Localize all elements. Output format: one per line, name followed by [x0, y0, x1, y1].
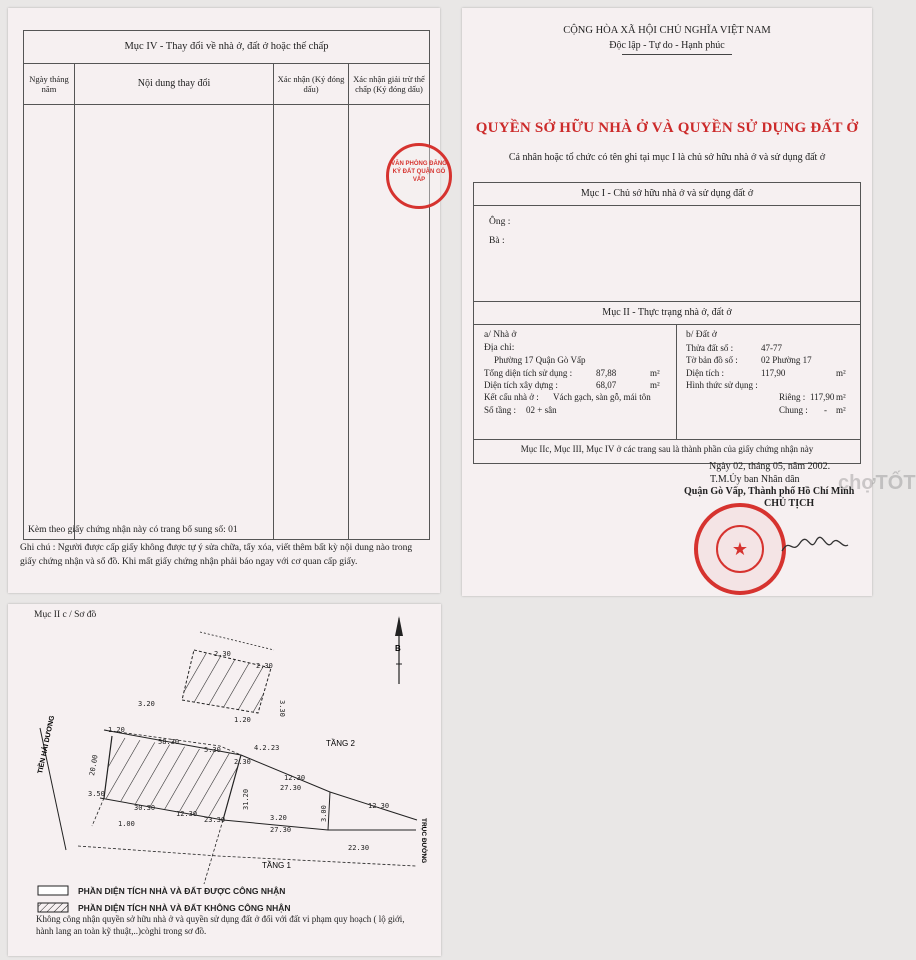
legend-swatch-recognized: [38, 886, 68, 895]
floor2-label: TẦNG 2: [326, 739, 355, 748]
dim-label: 1.20: [234, 716, 251, 724]
address-label: Địa chỉ:: [484, 343, 515, 353]
section1-title: Mục I - Chủ sở hữu nhà ở và sử dụng đất ở: [474, 183, 860, 206]
dim-label: 4.2.23: [254, 744, 280, 752]
dim-label: 27.30: [280, 784, 302, 792]
dim-label: 5.30: [204, 746, 221, 754]
page-muc-iv: [8, 8, 447, 593]
unit: m²: [836, 392, 846, 402]
col-confirm-header: Xác nhận (Ký đóng dấu): [274, 64, 348, 105]
attachment-note: Kèm theo giấy chứng nhận này có trang bổ sung số: 01: [28, 525, 238, 535]
seal-inner-ring: [716, 525, 764, 573]
unit: m²: [650, 368, 660, 378]
unit: m²: [836, 405, 846, 415]
muc-iv-title: Mục IV - Thay đổi về nhà ở, đất ở hoặc thế chấp: [24, 31, 429, 64]
floors-label: Số tầng :: [484, 405, 517, 415]
shared-label: Chung :: [779, 405, 808, 415]
stamp-text: VĂN PHÒNG ĐĂNG KÝ ĐẤT QUẬN GÒ VẤP: [391, 161, 447, 183]
col-divider: [273, 64, 274, 539]
legend-swatch-not-recognized: [38, 903, 68, 912]
unit: m²: [650, 380, 660, 390]
dim-label: 20.00: [88, 754, 100, 777]
dim-label: 12.30: [176, 810, 198, 818]
issue-date: Ngày 02, tháng 05, năm 2002.: [709, 461, 831, 472]
col-divider: [348, 64, 349, 539]
motto-underline: [622, 54, 732, 55]
nation-header: CỘNG HÒA XÃ HỘI CHỦ NGHĨA VIỆT NAM: [563, 25, 771, 36]
private-value: 117,90: [810, 392, 835, 402]
watermark: chợTỐT: [838, 472, 916, 494]
state-seal: [694, 503, 786, 595]
dim-label: 30.30: [134, 804, 156, 812]
col-date-header: Ngày tháng năm: [24, 64, 74, 105]
signer-title: CHỦ TỊCH: [764, 498, 815, 509]
floor1-label: TẦNG 1: [262, 861, 291, 870]
dim-label: 3.20: [270, 814, 287, 822]
dim-label: 3.50: [88, 790, 105, 798]
map-value: 02 Phường 17: [761, 355, 812, 365]
dim-label: 2.30: [234, 758, 251, 766]
north-label: B: [395, 644, 401, 653]
dim-label: 31.20: [242, 788, 250, 810]
legend-recognized: PHẦN DIỆN TÍCH NHÀ VÀ ĐẤT ĐƯỢC CÔNG NHẬN: [78, 886, 286, 896]
divider: [474, 439, 860, 440]
change-table: [23, 30, 430, 540]
use-label: Hình thức sử dụng :: [686, 380, 758, 390]
legend-not-recognized: PHẦN DIỆN TÍCH NHÀ VÀ ĐẤT KHÔNG CÔNG NHẬN: [78, 903, 291, 913]
build-area-label: Diện tích xây dựng :: [484, 380, 558, 390]
certificate-title: QUYỀN SỞ HỮU NHÀ Ở VÀ QUYỀN SỬ DỤNG ĐẤT Ở: [475, 120, 859, 136]
section2-title: Mục II - Thực trạng nhà ở, đất ở: [474, 302, 860, 325]
private-label: Riêng :: [779, 392, 806, 402]
structure-label: Kết cấu nhà ở :: [484, 392, 539, 402]
dim-label: 2.30: [256, 662, 273, 670]
motto: Độc lập - Tự do - Hạnh phúc: [609, 40, 725, 51]
col-release-header: Xác nhận giải trừ thế chấp (Ký đóng dấu): [349, 64, 429, 105]
page-site-plan: [8, 604, 441, 956]
floors-value: 02 + sân: [526, 405, 557, 415]
dim-label: 3.30: [278, 700, 286, 717]
upper-parcel: [182, 632, 274, 713]
dim-label: 12.30: [368, 802, 390, 810]
dim-label: 58.30: [158, 738, 180, 746]
dim-label: 23.30: [204, 816, 226, 824]
address-value: Phường 17 Quận Gò Vấp: [494, 355, 586, 365]
col-content-header: Nội dung thay đổi: [75, 64, 273, 105]
total-area-label: Tổng diện tích sử dụng :: [484, 368, 573, 378]
page-certificate-cover: [462, 8, 916, 596]
street-label-right: TRỤC ĐƯỜNG: [420, 818, 427, 864]
owner-ba-label: Bà :: [489, 236, 505, 246]
land-area-value: 117,90: [761, 368, 786, 378]
structure-value: Vách gạch, sàn gỗ, mái tôn: [553, 392, 651, 402]
info-table: [473, 182, 861, 464]
shared-value: -: [824, 405, 827, 415]
unit: m²: [836, 368, 846, 378]
house-heading: a/ Nhà ở: [484, 330, 517, 340]
col-divider: [74, 64, 75, 539]
footer-note: Mục IIc, Mục III, Mục IV ở các trang sau là thành phần của giấy chứng nhận này: [520, 444, 814, 454]
land-heading: b/ Đất ở: [686, 330, 717, 340]
certificate-subtitle: Cá nhân hoặc tổ chức có tên ghi tại mục I là chủ sở hữu nhà ở và sử dụng đất ở: [508, 152, 826, 163]
site-plan-title: Mục II c / Sơ đồ: [34, 610, 97, 620]
land-area-label: Diện tích :: [686, 368, 724, 378]
signature: [780, 533, 850, 557]
dim-label: 1.00: [118, 820, 135, 828]
site-plan-footnote: Không công nhận quyền sở hữu nhà ở và quyền sử dụng đất ở đối với đất vi phạm quy hoạch ( lộ giới, hành lang an toàn kỹ thuật,..)còghi trong sơ đồ.: [36, 914, 405, 936]
divider: [676, 325, 677, 439]
dim-label: 22.30: [348, 844, 370, 852]
plot-value: 47-77: [761, 343, 782, 353]
total-area-value: 87,88: [596, 368, 617, 378]
owner-ong-label: Ông :: [489, 217, 511, 227]
star-icon: ★: [731, 539, 749, 559]
office-stamp: [386, 143, 452, 209]
build-area-value: 68,07: [596, 380, 617, 390]
dim-label: 3.00: [320, 805, 328, 822]
plot-label: Thửa đất số :: [686, 343, 734, 353]
dim-label: 1.20: [108, 726, 125, 734]
dim-label: 2.30: [214, 650, 231, 658]
footnote: Ghi chú : Người được cấp giấy không được tự ý sửa chữa, tẩy xóa, viết thêm bất kỳ nội dung nào trong giấy chứng nhận và sổ đồ. Khi mất giấy chứng nhận phải báo ngay với cơ quan cấp giấy.: [20, 543, 413, 567]
map-label: Tờ bản đồ số :: [686, 355, 738, 365]
authority-line2: Quận Gò Vấp, Thành phố Hồ Chí Minh: [684, 486, 855, 497]
street-label-left: TIỀN HẢI DƯƠNG: [37, 715, 57, 775]
dim-label: 27.30: [270, 826, 292, 834]
authority-line1: T.M.Ủy ban Nhân dân: [710, 474, 800, 485]
dim-label: 3.20: [138, 700, 155, 708]
dim-label: 12.30: [284, 774, 306, 782]
